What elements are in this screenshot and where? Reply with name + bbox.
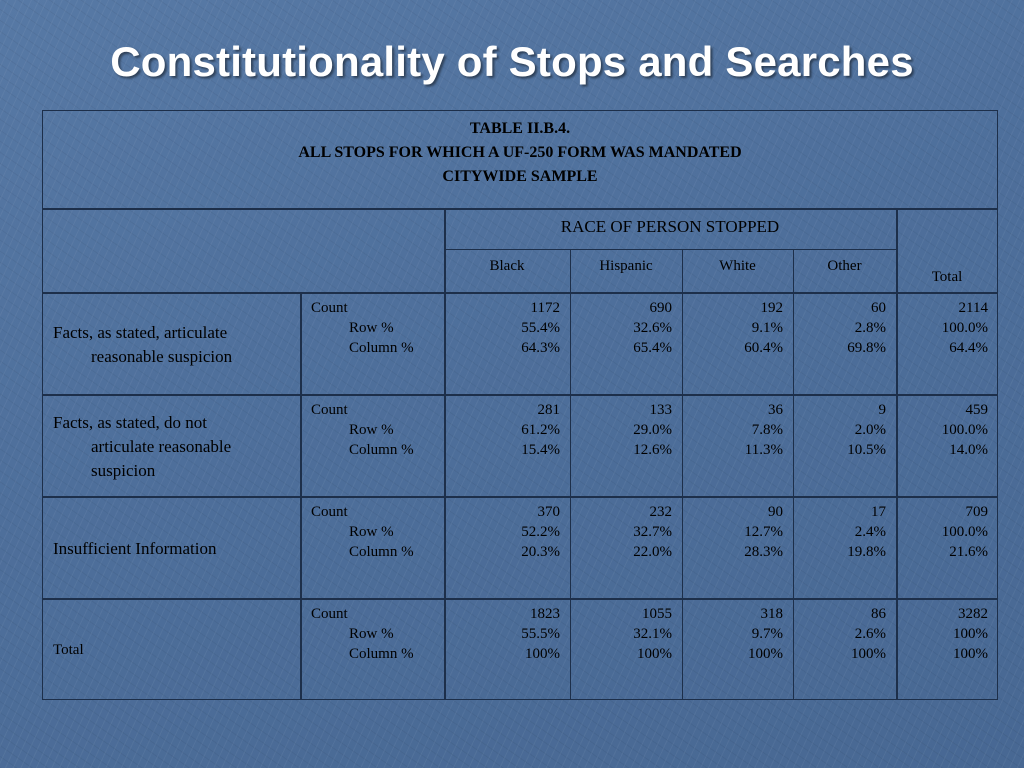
- cell-r2-hispanic-colpct: 12.6%: [633, 442, 672, 458]
- cell-r2-black-count: 281: [537, 402, 560, 418]
- cell-total-hispanic-rowpct: 32.1%: [633, 626, 672, 642]
- col-header-hispanic: Hispanic: [599, 258, 653, 274]
- cell-r2-total-colpct: 14.0%: [949, 442, 988, 458]
- grid-col-stat-left: [300, 292, 302, 700]
- cell-r3-hispanic-count: 232: [649, 504, 672, 520]
- cell-r1-black-count: 1172: [530, 300, 560, 316]
- cell-r2-other-rowpct: 2.0%: [854, 422, 886, 438]
- cell-r3-total-colpct: 21.6%: [949, 544, 988, 560]
- cell-r3-hispanic-colpct: 22.0%: [633, 544, 672, 560]
- row-label-articulate: [53, 321, 232, 369]
- cell-r1-hispanic-colpct: 65.4%: [633, 340, 672, 356]
- cell-r3-white-rowpct: 12.7%: [744, 524, 783, 540]
- slide-title: Constitutionality of Stops and Searches: [110, 38, 914, 85]
- grid-line-header-bottom: [42, 292, 998, 294]
- cell-total-other-colpct: 100%: [851, 646, 886, 662]
- stat-label-row-pct: Row %: [349, 422, 394, 438]
- grid-line-row-2: [42, 496, 998, 498]
- table-caption-number: TABLE II.B.4.: [469, 120, 571, 137]
- cell-r1-black-rowpct: 55.4%: [521, 320, 560, 336]
- cell-r2-black-colpct: 15.4%: [521, 442, 560, 458]
- data-table: [42, 110, 998, 700]
- cell-r1-other-colpct: 69.8%: [847, 340, 886, 356]
- grid-line-row-3: [42, 598, 998, 600]
- cell-r2-white-count: 36: [768, 402, 783, 418]
- grid-line-row-1: [42, 394, 998, 396]
- stat-label-col-pct: Column %: [349, 340, 414, 356]
- cell-r2-hispanic-count: 133: [649, 402, 672, 418]
- cell-r3-white-colpct: 28.3%: [744, 544, 783, 560]
- grid-col-other-left: [793, 249, 794, 700]
- stat-label-col-pct: Column %: [349, 646, 414, 662]
- cell-r3-other-rowpct: 2.4%: [854, 524, 886, 540]
- col-header-total: Total: [931, 269, 963, 285]
- cell-r3-white-count: 90: [768, 504, 783, 520]
- grid-line-caption-bottom: [42, 208, 998, 210]
- cell-r1-total-count: 2114: [958, 300, 988, 316]
- row-label-total: Total: [53, 642, 84, 658]
- stat-label-col-pct: Column %: [349, 544, 414, 560]
- cell-r1-white-rowpct: 9.1%: [751, 320, 783, 336]
- cell-total-total-count: 3282: [958, 606, 988, 622]
- stat-label-count: Count: [311, 300, 348, 316]
- cell-r2-total-count: 459: [965, 402, 988, 418]
- cell-r3-black-rowpct: 52.2%: [521, 524, 560, 540]
- cell-total-black-rowpct: 55.5%: [521, 626, 560, 642]
- cell-total-white-count: 318: [760, 606, 783, 622]
- cell-r3-black-count: 370: [537, 504, 560, 520]
- stat-label-col-pct: Column %: [349, 442, 414, 458]
- stat-label-count: Count: [311, 402, 348, 418]
- cell-total-white-rowpct: 9.7%: [751, 626, 783, 642]
- cell-total-black-colpct: 100%: [525, 646, 560, 662]
- cell-r2-white-colpct: 11.3%: [744, 442, 783, 458]
- cell-total-hispanic-colpct: 100%: [637, 646, 672, 662]
- cell-r1-total-colpct: 64.4%: [949, 340, 988, 356]
- grid-col-black-left: [444, 208, 446, 700]
- row-label-line: Facts, as stated, do not: [53, 413, 207, 432]
- cell-r3-black-colpct: 20.3%: [521, 544, 560, 560]
- col-header-other: Other: [827, 258, 862, 274]
- row-label-line: suspicion: [91, 461, 156, 480]
- cell-r2-black-rowpct: 61.2%: [521, 422, 560, 438]
- cell-total-other-count: 86: [871, 606, 886, 622]
- grid-line-group-header: [444, 249, 896, 250]
- cell-r1-hispanic-count: 690: [649, 300, 672, 316]
- cell-r1-other-rowpct: 2.8%: [854, 320, 886, 336]
- cell-total-total-rowpct: 100%: [953, 626, 988, 642]
- row-label-insufficient: [53, 537, 217, 561]
- table-caption-title: ALL STOPS FOR WHICH A UF-250 FORM WAS MANDATED: [298, 144, 742, 161]
- cell-r1-black-colpct: 64.3%: [521, 340, 560, 356]
- cell-total-white-colpct: 100%: [748, 646, 783, 662]
- cell-total-other-rowpct: 2.6%: [854, 626, 886, 642]
- cell-r3-hispanic-rowpct: 32.7%: [633, 524, 672, 540]
- grid-col-hispanic-left: [570, 249, 571, 700]
- stat-label-row-pct: Row %: [349, 524, 394, 540]
- cell-r3-other-colpct: 19.8%: [847, 544, 886, 560]
- row-label-not-articulate: [53, 411, 231, 483]
- cell-r2-total-rowpct: 100.0%: [941, 422, 988, 438]
- cell-r1-hispanic-rowpct: 32.6%: [633, 320, 672, 336]
- cell-r2-other-count: 9: [878, 402, 886, 418]
- cell-r1-total-rowpct: 100.0%: [941, 320, 988, 336]
- cell-r2-other-colpct: 10.5%: [847, 442, 886, 458]
- cell-r2-white-rowpct: 7.8%: [751, 422, 783, 438]
- cell-total-total-colpct: 100%: [953, 646, 988, 662]
- table-caption-sample: CITYWIDE SAMPLE: [442, 168, 598, 185]
- cell-r3-total-rowpct: 100.0%: [941, 524, 988, 540]
- row-label-line: reasonable suspicion: [91, 347, 233, 366]
- stat-label-count: Count: [311, 504, 348, 520]
- row-label-line: Facts, as stated, articulate: [53, 323, 228, 342]
- cell-r1-white-colpct: 60.4%: [744, 340, 783, 356]
- cell-r3-other-count: 17: [871, 504, 886, 520]
- cell-r3-total-count: 709: [965, 504, 988, 520]
- col-header-white: White: [719, 258, 756, 274]
- cell-r1-white-count: 192: [760, 300, 783, 316]
- stat-label-row-pct: Row %: [349, 626, 394, 642]
- grid-col-white-left: [682, 249, 683, 700]
- row-label-line: Insufficient Information: [53, 539, 217, 558]
- cell-total-black-count: 1823: [530, 606, 560, 622]
- race-group-header: RACE OF PERSON STOPPED: [560, 217, 780, 236]
- row-label-line: articulate reasonable: [91, 437, 232, 456]
- cell-r2-hispanic-rowpct: 29.0%: [633, 422, 672, 438]
- stat-label-count: Count: [311, 606, 348, 622]
- cell-r1-other-count: 60: [871, 300, 886, 316]
- stat-label-row-pct: Row %: [349, 320, 394, 336]
- cell-total-hispanic-count: 1055: [642, 606, 672, 622]
- col-header-black: Black: [489, 258, 525, 274]
